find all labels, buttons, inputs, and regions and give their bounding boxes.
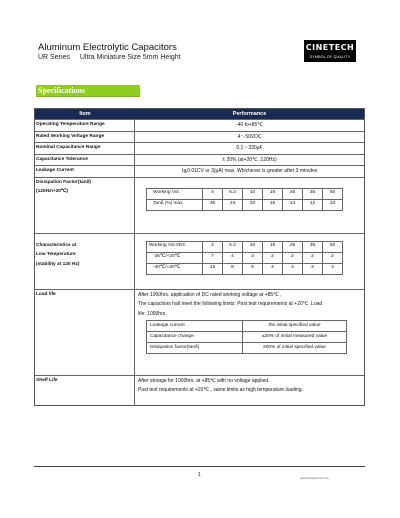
ratio-cell: 8 [243,263,263,274]
low-temp-25-header: -25℃/+20℃ [147,252,203,263]
table-row [35,154,364,166]
shelf-life-line-1: After storage for 1000hrs. at +85℃ with no voltage applied. [138,377,270,384]
load-life-row [147,343,347,354]
row-item: Shelf Life [35,376,135,405]
low-temp-40-row [147,263,343,274]
footer-divider [34,466,365,467]
load-life-line-3: life: 1000hrs. [138,310,167,317]
low-temp-condition: (stability at 120 Hz) [36,261,80,267]
row-performance: I≦0.01CV or 3(μA) max, Whichever is greater after 3 minutes [181,168,318,174]
tan-cell: 10 [323,199,343,210]
table-row [35,131,364,143]
page-number: 1 [198,472,201,478]
row-item: Load life [35,290,135,375]
ratio-cell: 3 [303,263,323,274]
load-life-value: the initial specified value [243,321,347,332]
table-row-low-temperature [35,233,364,289]
low-temp-table [146,241,343,275]
voltage-cell: 4 [203,188,223,199]
row-item: Rated Working Voltage Range [35,132,135,143]
load-life-key: Capacitance change [147,332,243,343]
voltage-cell: 35 [303,241,323,252]
ratio-cell: 8 [223,263,243,274]
tan-cell: 14 [283,199,303,210]
load-life-row [147,321,347,332]
table-header [35,109,364,119]
voltage-cell: 10 [243,188,263,199]
voltage-cell: 6.3 [223,241,243,252]
table-row-dissipation [35,177,364,233]
tan-cell: 35 [203,199,223,210]
low-temp-title-1: Characteristics at [36,242,77,248]
row-performance [135,290,364,375]
row-item [35,178,135,233]
row-performance: -40 to+85℃ [236,122,263,128]
voltage-cell: 16 [263,188,283,199]
row-item: Nominal Capacitance Range [35,143,135,154]
row-performance: 4～50VDC [237,133,262,140]
ratio-cell: 15 [203,263,223,274]
ratio-cell: 7 [203,252,223,263]
row-performance: ± 20% (at+20℃ ,120Hz) [222,156,277,163]
ratio-cell: 2 [263,252,283,263]
load-life-line-1: After 1000hrs. application of DC rated working voltage at +85℃ , [138,291,282,298]
table-row-load-life [35,289,364,375]
voltage-cell: 4 [203,241,223,252]
series-name: UR Series [38,54,70,61]
load-life-line-2: The capacitors hall meet the following limits: Post test requirements at +20℃ .Load [138,301,323,307]
ratio-cell: 4 [223,252,243,263]
voltage-cell: 25 [283,188,303,199]
voltage-cell: 6.3 [223,188,243,199]
voltage-cell: 50 [323,241,343,252]
dissipation-title: Dissipation Factor(tanδ) [36,179,92,185]
load-life-table [146,320,347,354]
dissipation-condition: (120Hz\+20℃) [36,189,68,194]
low-temp-voltage-header: Working Vol.VDC [147,241,203,252]
tan-cell: 20 [243,199,263,210]
low-temp-25-row [147,252,343,263]
logo-main-text: CINETECH [305,43,355,52]
ratio-cell: 3 [243,252,263,263]
tan-cell: 12 [303,199,323,210]
tan-cell: 24 [223,199,243,210]
low-temp-voltage-row [147,241,343,252]
load-life-key: Dissipation factor(tanδ) [147,343,243,354]
table-row [35,165,364,177]
row-item [35,234,135,289]
load-life-key: Leakage current [147,321,243,332]
header-item: Item [79,111,91,117]
load-life-value: ±20% of initial measured value [243,332,347,343]
brand-logo [304,40,356,62]
row-performance [135,376,364,405]
dissipation-voltage-row [147,188,343,199]
spec-table [34,108,365,406]
low-temp-40-header: -40℃/+20℃ [147,263,203,274]
load-life-row [147,332,347,343]
dissipation-voltage-header: Working Vol. [147,188,203,199]
dissipation-tan-header: Tanδ (%) max [147,199,203,210]
voltage-cell: 50 [323,188,343,199]
series-description: Ultra Miniature Size 5mm Height [79,54,181,61]
header-subtitle-line [38,54,189,61]
footer-website: www.cinetech.com.tw [300,476,329,480]
ratio-cell: 4 [263,263,283,274]
table-row [35,142,364,154]
row-performance [135,178,364,233]
dissipation-table [146,188,343,211]
row-performance [135,234,364,289]
table-row [35,119,364,131]
tan-cell: 16 [263,199,283,210]
logo-tagline: SYMBOL OF QUALITY [309,55,351,59]
voltage-cell: 16 [263,241,283,252]
header-title: Aluminum Electrolytic Capacitors [38,42,177,53]
ratio-cell: 2 [283,252,303,263]
ratio-cell: 4 [283,263,303,274]
low-temp-title-2: Low Temperature [36,252,76,257]
load-life-value: 200% of initial specified value [243,343,347,354]
ratio-cell: 3 [323,263,343,274]
row-performance: 0.1～330μF [236,145,263,151]
row-item: Operating Temperature Range [35,120,135,131]
voltage-cell: 10 [243,241,263,252]
shelf-life-line-2: Post test requirements at +20℃ , same limits as high temperature loading. [138,387,303,393]
voltage-cell: 25 [283,241,303,252]
section-label: Specifications [36,85,140,96]
ratio-cell: 2 [303,252,323,263]
section-underline [36,96,140,97]
ratio-cell: 2 [323,252,343,263]
row-item: Capacitance Tolerance [35,155,135,166]
voltage-cell: 35 [303,188,323,199]
header-performance: Performance [232,111,267,117]
dissipation-tan-row [147,199,343,210]
table-row-shelf-life [35,375,364,405]
row-item: Leakage Current [35,166,135,177]
